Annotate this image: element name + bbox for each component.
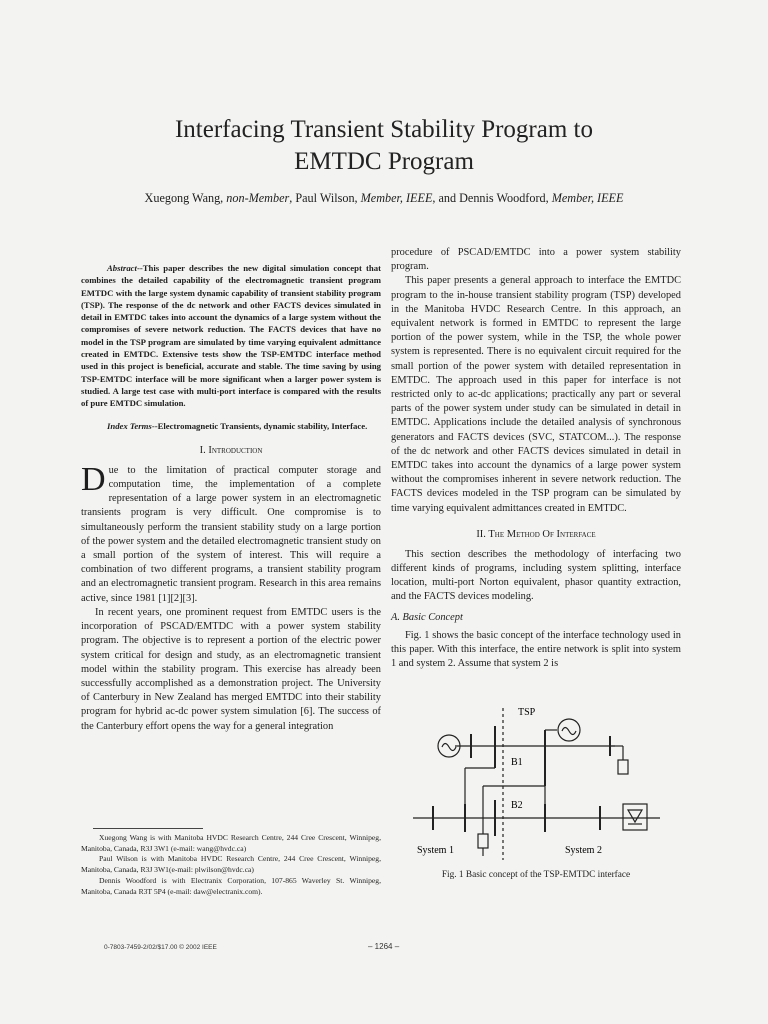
sine-wave-symbol: [442, 744, 456, 751]
author-3: , and Dennis Woodford,: [432, 191, 552, 205]
footnote-rule: [93, 828, 203, 829]
label-tsp: TSP: [518, 707, 536, 718]
drop-cap: D: [81, 460, 106, 498]
index-terms: [81, 420, 381, 432]
intro-paragraph-1: [81, 460, 381, 606]
figure-1-caption: Fig. 1 Basic concept of the TSP-EMTDC interface: [441, 870, 631, 880]
subsection-heading-basic-concept: A. Basic Concept: [391, 611, 463, 623]
intro-paragraph-1-text: ue to the limitation of practical computer storage and computation time, the implementation of a complete representation of a large power system in an electromagnetic transients program is very difficult. One compromise is to simultaneously perform the transient stability study on a large portion of the power system and the detailed electromagnetic transient study on a small portion of the system of interest. This will require a combination of two different programs, a transient stability program and an electromagnetic transient program. Research in this area remains active, since 1981 [1][2][3].: [81, 464, 381, 604]
paragraph-approach: This paper presents a general approach to interface the EMTDC program to the in-house transient stability program (TSP) developed in the Manitoba HVDC Research Centre. In this approach, an equivalent network is formed in EMTDC to represent the large portion of the power system, while in the TSP, the whole power system is represented. There is no equivalent circuit required for the small portion of the power system with detailed representation in EMTDC. The approach used in this paper for interface is not restricted only to ac-dc applications; practically any part or several parts of the power system under study can be simulated in detail in EMTDC. Applications include the detailed analysis of synchronous generators and FACTS devices (SVC, STATCOM...). The response of the dc network and other FACTS devices simulated in detail in EMTDC takes into account the dynamics of a large power system without the compromises inherent in severe network reduction. The FACTS devices modeled in the TSP program can be simulated by time varying equivalent admittances created in EMTDC.: [391, 275, 681, 514]
paragraph-method: This section describes the methodology of interfacing two different kinds of programs, including system splitting, interface location, multi-port Norton equivalent, phasor quantity extraction, and the FACTS devices modeling.: [391, 548, 681, 603]
author-3-role: Member, IEEE: [551, 191, 624, 205]
section-heading-method: II. The Method Of Interface: [476, 528, 596, 540]
index-terms-text: --Electromagnetic Transients, dynamic stability, Interface.: [151, 420, 368, 431]
author-2-role: Member, IEEE: [360, 191, 433, 205]
section-heading-introduction: I. Introduction: [199, 444, 263, 456]
load-symbol: [618, 760, 628, 774]
left-column: [81, 262, 381, 734]
intro-paragraph-2: In recent years, one prominent request from EMTDC users is the incorporation of PSCAD/EMTDC with a power system stability program. The objective is to represent a portion of the electric power system critical for design and study, as an electromagnetic transient model within the stability program. This exercise has already been successfully accomplished as a demonstration project. The University of Canterbury in New Zealand has merged EMTDC into their stability program for hybrid ac-dc power system simulation [6]. The success of the Canterbury effort opens the way for a general integration: [81, 606, 381, 732]
abstract-text: --This paper describes the new digital simulation concept that combines the detailed capability of the electromagnetic transient program EMTDC with the large system dynamic capability of transient stability program (TSP). The response of the dc network and other FACTS devices simulated in detail in EMTDC takes into account the dynamics of a large system without the compromises of severe network reduction. The FACTS devices that have no model in the TSP program are simulated by time varying equivalent admittance created in EMTDC. Extensive tests show the TSP-EMTDC interface method used in this project is beneficial, accurate and stable. The time saving by using TSP-EMTDC interface will be more significant when a larger power system is studied. A large test case with multi-port interface is compared with the results of pure EMTDC simulation.: [81, 263, 381, 409]
title-line-1: Interfacing Transient Stability Program to: [174, 116, 593, 143]
continued-paragraph: procedure of PSCAD/EMTDC into a power system stability program.: [391, 247, 681, 273]
index-terms-label: Index Terms: [107, 420, 152, 431]
abstract-label: Abstract: [107, 263, 137, 273]
sine-wave-symbol: [562, 728, 576, 735]
footnote-author-1: Xuegong Wang is with Manitoba HVDC Research Centre, 244 Cree Crescent, Winnipeg, Manitoba, Canada, R3J 3W1 (e-mail: wang@hvdc.ca): [81, 833, 381, 853]
author-2: , Paul Wilson,: [289, 191, 361, 205]
label-system-2: System 2: [565, 845, 602, 856]
facts-symbol: [628, 810, 642, 822]
footnote-author-2: Paul Wilson is with Manitoba HVDC Research Centre, 244 Cree Crescent, Winnipeg, Manitoba, Canada, R3J 3W1(e-mail: plwilson@hvdc.ca): [81, 854, 381, 875]
label-b2: B2: [511, 800, 523, 811]
footnotes: [81, 828, 381, 897]
paragraph-basic-concept: Fig. 1 shows the basic concept of the interface technology used in this paper. With this interface, the entire network is split into system 1 and system 2. Assume that system 2 is: [391, 629, 681, 670]
page-number: – 1264 –: [368, 942, 400, 951]
title-line-2: EMTDC Program: [294, 148, 474, 175]
abstract: [81, 262, 381, 410]
paper-title: [60, 114, 708, 178]
footnote-author-3: Dennis Woodford is with Electranix Corporation, 107-865 Waverley St. Winnipeg, Manitoba, Canada R3T 5P4 (e-mail: daw@electranix.com).: [81, 875, 381, 896]
load-symbol-lower: [478, 834, 488, 848]
copyright-footer: 0-7803-7459-2/02/$17.00 © 2002 IEEE: [104, 944, 217, 951]
right-column: [391, 246, 681, 671]
author-list: [40, 190, 728, 206]
label-system-1: System 1: [417, 845, 454, 856]
author-1: Xuegong Wang,: [144, 191, 227, 205]
facts-device-box: [623, 804, 647, 830]
label-b1: B1: [511, 757, 523, 768]
author-1-role: non-Member: [226, 191, 290, 205]
figure-1-diagram: [405, 700, 695, 870]
